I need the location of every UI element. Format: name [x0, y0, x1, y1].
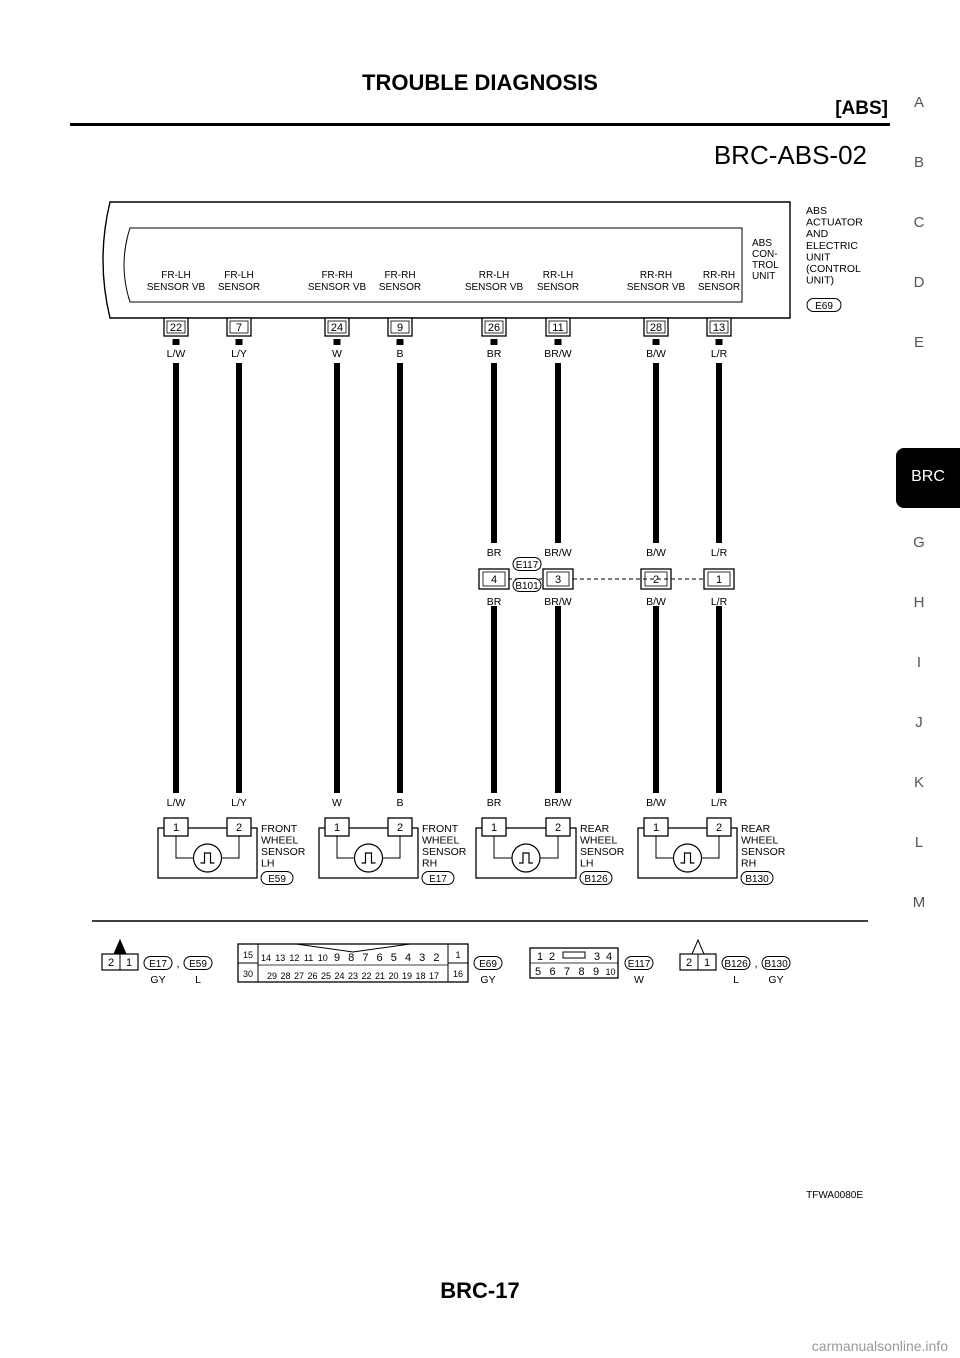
- wire-color-bottom: L/Y: [231, 797, 247, 809]
- terminal-function-line1: FR-RH: [384, 270, 416, 281]
- abs-view-pin: 25: [320, 971, 332, 981]
- sensor-pin-label: 2: [235, 822, 243, 834]
- abs-view-pin: 29: [266, 971, 278, 981]
- rear-sensor-view-key: [692, 940, 704, 954]
- terminal-function-line1: FR-LH: [161, 270, 191, 281]
- joint-view-pin: 5: [534, 966, 542, 978]
- abs-view-pin: 3: [419, 952, 426, 964]
- sensor-label-line: RH: [741, 857, 757, 870]
- wire-color-top: BR: [486, 348, 502, 360]
- wire-color-bottom: L/W: [166, 797, 186, 809]
- control-unit-connector-label: E69: [815, 301, 833, 312]
- wire-color-bottom: W: [332, 797, 342, 809]
- rear-sensor-view-id-a-label: B126: [724, 959, 748, 970]
- terminal-pin-label: 22: [169, 322, 183, 334]
- wire-color-top: L/Y: [231, 348, 247, 360]
- section-label: [ABS]: [835, 98, 888, 119]
- abs-view-pin: 10: [317, 953, 328, 963]
- abs-view-pin: 20: [388, 971, 399, 981]
- abs-view-pin: 12: [289, 953, 300, 963]
- watermark: carmanualsonline.info: [811, 1338, 948, 1354]
- joint-view-pin: 8: [578, 966, 585, 978]
- abs-view-pin: 27: [293, 971, 305, 981]
- abs-view-pin: 1: [455, 950, 461, 960]
- terminal-pin-label: 7: [235, 322, 243, 334]
- abs-view-pin: 30: [242, 969, 254, 979]
- terminal-function-line1: RR-RH: [639, 270, 673, 281]
- control-unit-label-line: ABS: [806, 205, 828, 217]
- front-sensor-view-separator: ,: [176, 958, 180, 970]
- control-unit-label-line: (CONTROL: [806, 263, 861, 275]
- sensor-label-line: WHEEL: [741, 834, 779, 847]
- page-number: BRC-17: [440, 1278, 520, 1303]
- side-index-l[interactable]: L: [914, 834, 924, 851]
- joint-wire-color-bottom: B/W: [646, 596, 666, 608]
- abs-view-pin: 7: [362, 952, 369, 964]
- front-sensor-view-key: [114, 940, 126, 954]
- sensor-label-line: SENSOR: [741, 846, 786, 858]
- sensor-pin-label: 1: [652, 822, 660, 834]
- side-index-k[interactable]: K: [913, 774, 924, 791]
- terminal-pin-label: 9: [396, 322, 404, 334]
- side-index-i[interactable]: I: [916, 654, 922, 671]
- sensor-pulse-symbol: [512, 844, 540, 872]
- sensor-label-line: WHEEL: [580, 834, 618, 847]
- terminal-function-line1: FR-RH: [321, 270, 353, 281]
- control-unit-label-line: ELECTRIC: [806, 239, 858, 252]
- sensor-pin-label: 1: [333, 822, 341, 834]
- side-index-h[interactable]: H: [913, 594, 925, 611]
- abs-view-pin: 13: [275, 953, 286, 963]
- control-unit-inner-label-line: UNIT: [752, 271, 776, 282]
- terminal-function-line1: RR-LH: [542, 270, 574, 281]
- control-unit-label-line: UNIT: [806, 251, 831, 264]
- side-index-d[interactable]: D: [913, 274, 925, 291]
- abs-view-pin: 15: [242, 950, 254, 960]
- terminal-function-line2: SENSOR VB: [464, 282, 524, 293]
- terminal-function-line2: SENSOR VB: [146, 282, 206, 293]
- sensor-pulse-symbol: [355, 844, 383, 872]
- joint-wire-color-bottom: L/R: [710, 596, 728, 608]
- abs-view-pin: 6: [376, 952, 383, 964]
- side-index-brc[interactable]: BRC: [911, 468, 945, 485]
- rear-sensor-view-id-b-label: B130: [764, 959, 788, 970]
- sensor-label-line: SENSOR: [422, 846, 467, 858]
- wire-color-top: BR/W: [544, 348, 572, 360]
- terminal-function-line1: RR-LH: [478, 270, 510, 281]
- front-sensor-view-pin: 2: [107, 957, 115, 969]
- sensor-pin-label: 2: [554, 822, 562, 834]
- terminal-pin-label: 11: [552, 322, 564, 334]
- terminal-stub: [173, 339, 180, 345]
- terminal-stub: [653, 339, 660, 345]
- joint-view-color: W: [634, 974, 644, 986]
- joint-view-pin: 10: [605, 967, 616, 977]
- control-unit-inner-label-line: TROL: [752, 260, 779, 271]
- sensor-label-line: SENSOR: [261, 846, 306, 858]
- abs-view-pin: 14: [260, 953, 272, 963]
- terminal-pin-label: 13: [712, 322, 726, 334]
- joint-view-key: [563, 952, 585, 958]
- sensor-connector-label: E17: [429, 874, 447, 885]
- terminal-function-line2: SENSOR VB: [626, 282, 686, 293]
- reference-code: TFWA0080E: [806, 1190, 863, 1201]
- terminal-stub: [491, 339, 498, 345]
- control-unit-inner-label-line: CON-: [752, 249, 778, 260]
- sensor-pin-label: 1: [490, 822, 498, 834]
- wire-color-bottom: B: [396, 797, 404, 809]
- joint-connector-lower-label: B101: [515, 581, 539, 592]
- abs-view-pin: 18: [415, 971, 426, 981]
- abs-view-pin: 8: [348, 952, 355, 964]
- front-sensor-view-color-b: L: [195, 974, 201, 986]
- sensor-pin-label: 2: [396, 822, 404, 834]
- terminal-stub: [397, 339, 404, 345]
- side-index-e[interactable]: E: [913, 334, 924, 351]
- front-sensor-view-id-a-label: E17: [149, 959, 167, 970]
- rear-sensor-view-pin: 2: [685, 957, 693, 969]
- joint-view-id-label: E117: [627, 959, 651, 970]
- sensor-label-line: FRONT: [422, 823, 459, 835]
- joint-view-pin: 2: [548, 951, 556, 963]
- terminal-pin-label: 24: [330, 322, 344, 334]
- joint-wire-color-top: L/R: [710, 547, 728, 559]
- abs-view-pin: 23: [347, 971, 359, 981]
- control-unit-label-line: AND: [806, 228, 829, 241]
- abs-view-pin: 17: [428, 971, 440, 981]
- abs-view-pin: 9: [333, 952, 341, 964]
- page-title: TROUBLE DIAGNOSIS: [362, 70, 598, 95]
- sensor-label-line: RH: [422, 857, 438, 870]
- sensor-label-line: LH: [580, 857, 594, 870]
- joint-view-pin: 1: [536, 951, 544, 963]
- rear-sensor-view-color-b: GY: [768, 974, 784, 986]
- terminal-stub: [334, 339, 341, 345]
- wire-color-top: W: [332, 348, 342, 360]
- joint-view-pin: 4: [605, 951, 613, 963]
- control-unit-label-line: UNIT): [806, 274, 834, 287]
- abs-view-pin: 21: [374, 971, 386, 981]
- joint-pin-label: 2: [652, 574, 660, 586]
- diagram-id: BRC-ABS-02: [713, 140, 867, 170]
- side-index-c[interactable]: C: [913, 214, 925, 231]
- joint-pin-label: 1: [715, 574, 723, 586]
- joint-wire-color-bottom: BR/W: [544, 596, 572, 608]
- abs-view-id-label: E69: [479, 959, 497, 970]
- terminal-function-line2: SENSOR: [378, 282, 422, 293]
- wire-color-top: B/W: [646, 348, 666, 360]
- terminal-function-line2: SENSOR: [217, 282, 261, 293]
- side-index-m[interactable]: M: [912, 894, 926, 911]
- side-index-a[interactable]: A: [913, 94, 924, 111]
- wire-color-top: B: [396, 348, 404, 360]
- front-sensor-view-color-a: GY: [150, 974, 166, 986]
- rear-sensor-view-separator: ,: [754, 958, 758, 970]
- terminal-stub: [236, 339, 243, 345]
- abs-view-pin: 16: [452, 969, 464, 979]
- abs-view-pin: 2: [433, 952, 440, 964]
- terminal-stub: [555, 339, 562, 345]
- joint-view-pin: 9: [592, 966, 600, 978]
- joint-pin-label: 4: [490, 574, 498, 586]
- terminal-stub: [716, 339, 723, 345]
- abs-view-pin: 24: [334, 971, 345, 981]
- sensor-label-line: WHEEL: [422, 834, 460, 847]
- terminal-function-line2: SENSOR: [536, 282, 580, 293]
- front-sensor-view-id-b-label: E59: [189, 959, 207, 970]
- sensor-label-line: FRONT: [261, 823, 298, 835]
- wire-color-bottom: L/R: [710, 797, 728, 809]
- joint-view-pin: 7: [563, 966, 571, 978]
- abs-view-color: GY: [480, 974, 496, 986]
- front-sensor-view-pin: 1: [125, 957, 133, 969]
- abs-view-pin: 11: [303, 953, 314, 963]
- joint-view-pin: 3: [593, 951, 601, 963]
- sensor-pulse-symbol: [674, 844, 702, 872]
- abs-view-pin: 19: [401, 971, 413, 981]
- sensor-pin-label: 2: [715, 822, 723, 834]
- joint-wire-color-top: BR: [486, 547, 502, 559]
- sensor-connector-label: B126: [584, 874, 608, 885]
- terminal-function-line2: SENSOR VB: [307, 282, 367, 293]
- wire-color-bottom: BR/W: [544, 797, 572, 809]
- wire-color-top: L/W: [166, 348, 186, 360]
- terminal-function-line2: SENSOR: [697, 282, 741, 293]
- terminal-function-line1: FR-LH: [224, 270, 254, 281]
- abs-view-pin: 26: [307, 971, 318, 981]
- terminal-pin-label: 26: [487, 322, 501, 334]
- abs-view-pin: 22: [361, 971, 372, 981]
- sensor-label-line: LH: [261, 857, 275, 870]
- wire-color-top: L/R: [710, 348, 728, 360]
- joint-connector-upper-label: E117: [515, 560, 539, 571]
- wire-color-bottom: B/W: [646, 797, 666, 809]
- control-unit-inner-label-line: ABS: [752, 238, 773, 249]
- sensor-connector-label: E59: [268, 874, 286, 885]
- side-index-j[interactable]: J: [915, 714, 923, 731]
- sensor-label-line: SENSOR: [580, 846, 625, 858]
- rear-sensor-view-pin: 1: [703, 957, 711, 969]
- side-index-g[interactable]: G: [913, 534, 925, 551]
- sensor-connector-label: B130: [745, 874, 769, 885]
- sensor-pin-label: 1: [172, 822, 180, 834]
- sensor-pulse-symbol: [194, 844, 222, 872]
- sensor-label-line: WHEEL: [261, 834, 299, 847]
- control-unit-label-line: ACTUATOR: [806, 216, 863, 229]
- terminal-function-line1: RR-RH: [702, 270, 736, 281]
- joint-wire-color-bottom: BR: [486, 596, 502, 608]
- abs-view-pin: 28: [280, 971, 291, 981]
- joint-view-pin: 6: [549, 966, 556, 978]
- control-unit-outer: [103, 202, 790, 318]
- wire-color-bottom: BR: [486, 797, 502, 809]
- joint-pin-label: 3: [554, 574, 562, 586]
- terminal-pin-label: 28: [649, 322, 663, 334]
- abs-view-pin: 4: [404, 952, 412, 964]
- sensor-label-line: REAR: [741, 823, 771, 835]
- sensor-label-line: REAR: [580, 823, 610, 835]
- abs-view-pin: 5: [390, 952, 397, 964]
- side-index-b[interactable]: B: [913, 154, 924, 171]
- rear-sensor-view-color-a: L: [733, 974, 739, 986]
- joint-wire-color-top: B/W: [646, 547, 666, 559]
- joint-wire-color-top: BR/W: [544, 547, 572, 559]
